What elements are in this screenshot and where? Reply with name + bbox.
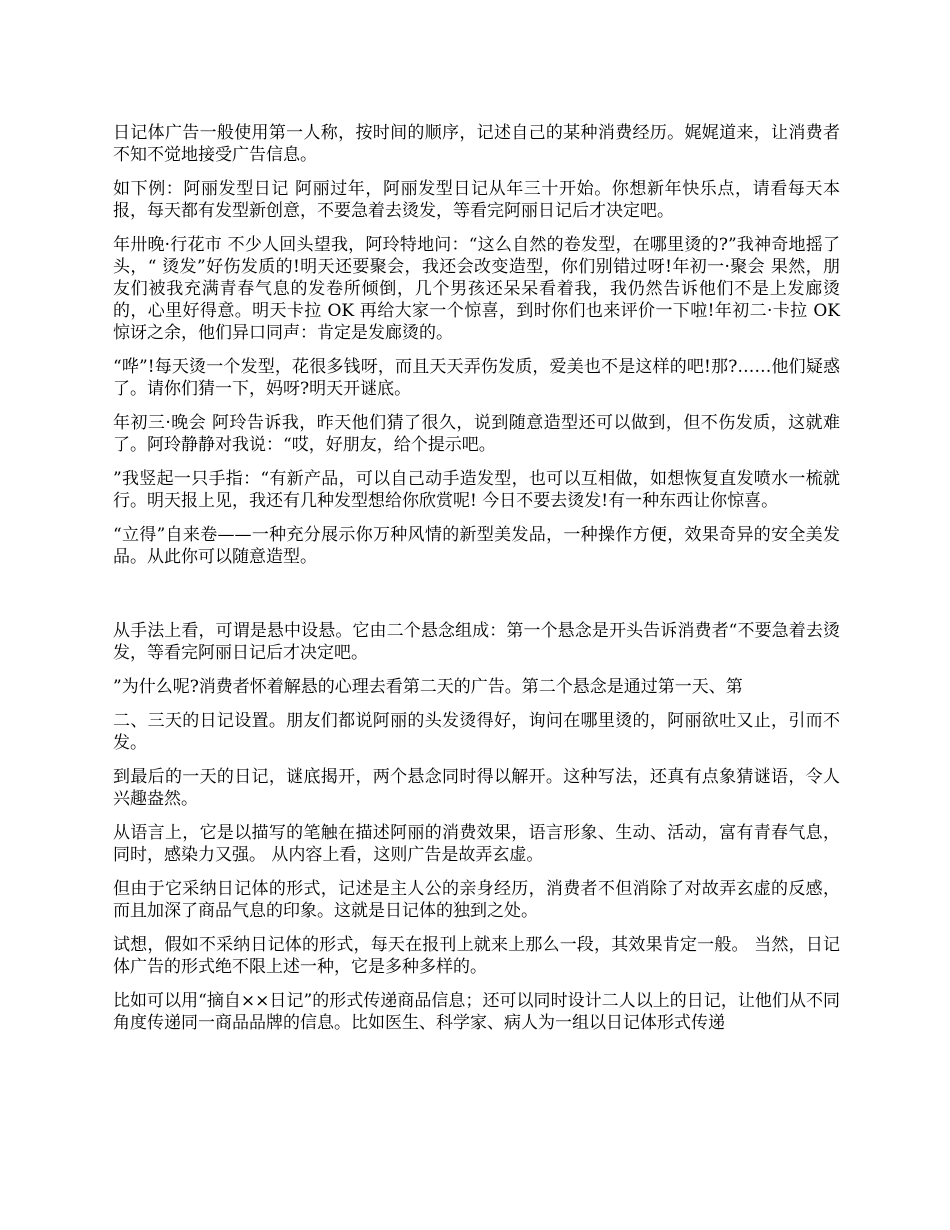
document-body: [113, 122, 840, 1046]
paragraph: “立得”自来卷——一种充分展示你万种风情的新型美发品，一种操作方便，效果奇异的安全美发品。从此你可以随意造型。: [113, 525, 840, 567]
paragraph: 二、三天的日记设置。朋友们都说阿丽的头发烫得好，询问在哪里烫的，阿丽欲吐又止，引而不发。: [113, 711, 840, 753]
paragraph: ”为什么呢?消费者怀着解悬的心理去看第二天的广告。第二个悬念是通过第一天、第: [113, 677, 743, 697]
paragraph: 试想，假如不采纳日记体的形式，每天在报刊上就来上那么一段，其效果肯定一般。 当然，日记体广告的形式绝不限上述一种，它是多种多样的。: [113, 935, 840, 977]
paragraph: 如下例：阿丽发型日记 阿丽过年，阿丽发型日记从年三十开始。你想新年快乐点，请看每天本报，每天都有发型新创意，不要急着去烫发，等看完阿丽日记后才决定吧。: [113, 179, 840, 221]
paragraph: 日记体广告一般使用第一人称，按时间的顺序，记述自己的某种消费经历。娓娓道来，让消费者不知不觉地接受广告信息。: [113, 123, 840, 165]
section-gap: [113, 580, 840, 620]
paragraph: 从语言上，它是以描写的笔触在描述阿丽的消费效果，语言形象、生动、活动，富有青春气息，同时，感染力又强。 从内容上看，这则广告是故弄玄虚。: [113, 823, 840, 865]
paragraph: 年卅晚·行花市 不少人回头望我，阿玲特地问：“这么自然的卷发型，在哪里烫的?”我神奇地摇了头，“ 烫发”好伤发质的!明天还要聚会，我还会改变造型，你们别错过呀!年初一·聚会 果然，朋友们被我充满青春气息的发卷所倾倒，几个男孩还呆呆看着我，我仍然告诉他们不是上发廊烫的，心里好得意。明天卡拉 OK 再给大家一个惊喜，到时你们也来评价一下啦!年初二·卡拉 OK 惊讶之余，他们异口同声：肯定是发廊烫的。: [113, 235, 840, 343]
paragraph: 但由于它采纳日记体的形式，记述是主人公的亲身经历，消费者不但消除了对故弄玄虚的反感，而且加深了商品气息的印象。这就是日记体的独到之处。: [113, 879, 840, 921]
paragraph: 从手法上看，可谓是悬中设悬。它由二个悬念组成：第一个悬念是开头告诉消费者“不要急着去烫发，等看完阿丽日记后才决定吧。: [113, 621, 840, 663]
paragraph: 到最后的一天的日记，谜底揭开，两个悬念同时得以解开。这种写法，还真有点象猜谜语，令人兴趣盎然。: [113, 767, 840, 809]
paragraph: 比如可以用“摘自××日记”的形式传递商品信息；还可以同时设计二人以上的日记，让他们从不同角度传递同一商品品牌的信息。比如医生、科学家、病人为一组以日记体形式传递: [113, 991, 840, 1033]
paragraph: ”我竖起一只手指：“有新产品，可以自己动手造发型，也可以互相做，如想恢复直发喷水一梳就行。明天报上见，我还有几种发型想给你欣赏呢! 今日不要去烫发!有一种东西让你惊喜。: [113, 469, 840, 511]
paragraph: 年初三·晚会 阿玲告诉我，昨天他们猜了很久，说到随意造型还可以做到，但不伤发质，这就难了。阿玲静静对我说：“哎，好朋友，给个提示吧。: [113, 413, 840, 455]
paragraph: “哗”!每天烫一个发型，花很多钱呀，而且天天弄伤发质，爱美也不是这样的吧!那?……他们疑惑了。请你们猜一下，妈呀?明天开谜底。: [113, 357, 840, 399]
